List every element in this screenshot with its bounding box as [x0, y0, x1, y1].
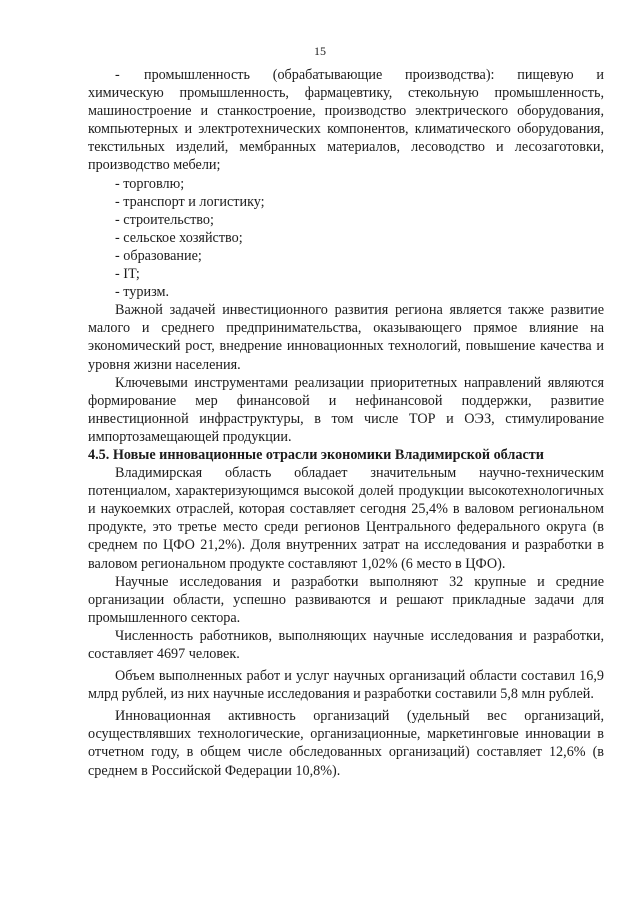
paragraph-work-volume: Объем выполненных работ и услуг научных организаций области составил 16,9 млрд рублей, из них научные исследования и разработки составили 5,8 млн рублей.	[88, 668, 604, 703]
paragraph-small-business: Важной задачей инвестиционного развития региона является также развитие малого и среднего предпринимательства, оказывающего прямое влияние на экономический рост, внедрение инновационных технологий, повышение качества и уровня жизни населения.	[88, 302, 604, 373]
paragraph-scientific-potential: Владимирская область обладает значительным научно-техническим потенциалом, характеризующимся высокой долей продукции высокотехнологичных и наукоемких отраслей, которая составляет сегодня 25,4% в валовом региональном продукте, это третье место среди регионов Центрального федерального округа (в среднем по ЦФО 21,2%). Доля внутренних затрат на исследования и разработки в валовом региональном продукте составляют 1,02% (6 место в ЦФО).	[88, 465, 604, 572]
list-item-it: - IT;	[115, 266, 140, 283]
list-item-trade: - торговлю;	[115, 175, 185, 192]
paragraph-research-organizations: Научные исследования и разработки выполняют 32 крупные и средние организации области, успешно развиваются и решают прикладные задачи для промышленного сектора.	[88, 573, 604, 626]
section-heading: 4.5. Новые инновационные отрасли экономики Владимирской области	[88, 446, 544, 463]
industry-list-text: промышленность (обрабатывающие производства): пищевую и химическую промышленность, фармацевтику, стекольную промышленность, машиностроение и станкостроение, производство электрического оборудования, компьютерных и электротехнических компонентов, климатического оборудования, текстильных изделий, мембранных материалов, лесоводство и лесозаготовки, производство мебели;	[88, 67, 604, 174]
paragraph-key-instruments: Ключевыми инструментами реализации приоритетных направлений являются формирование мер финансовой и нефинансовой поддержки, развитие инвестиционной инфраструктуры, в том числе ТОР и ОЭЗ, стимулирование импортозамещающей продукции.	[88, 374, 604, 445]
list-item-education: - образование;	[115, 247, 202, 264]
industry-list-item	[88, 66, 604, 175]
list-item-tourism: - туризм.	[115, 284, 169, 301]
list-item-transport: - транспорт и логистику;	[115, 193, 265, 210]
page-content	[88, 66, 604, 780]
list-item-agriculture: - сельское хозяйство;	[115, 229, 243, 246]
list-item-construction: - строительство;	[115, 211, 214, 228]
paragraph-researchers-count: Численность работников, выполняющих научные исследования и разработки, составляет 4697 человек.	[88, 627, 604, 662]
paragraph-innovation-activity: Инновационная активность организаций (удельный вес организаций, осуществлявших технологические, организационные, маркетинговые инновации в отчетном году, в общем числе обследованных организаций) составляет 12,6% (в среднем в Российской Федерации 10,8%).	[88, 708, 604, 779]
page-number: 15	[314, 44, 326, 58]
list-dash: -	[115, 67, 120, 83]
